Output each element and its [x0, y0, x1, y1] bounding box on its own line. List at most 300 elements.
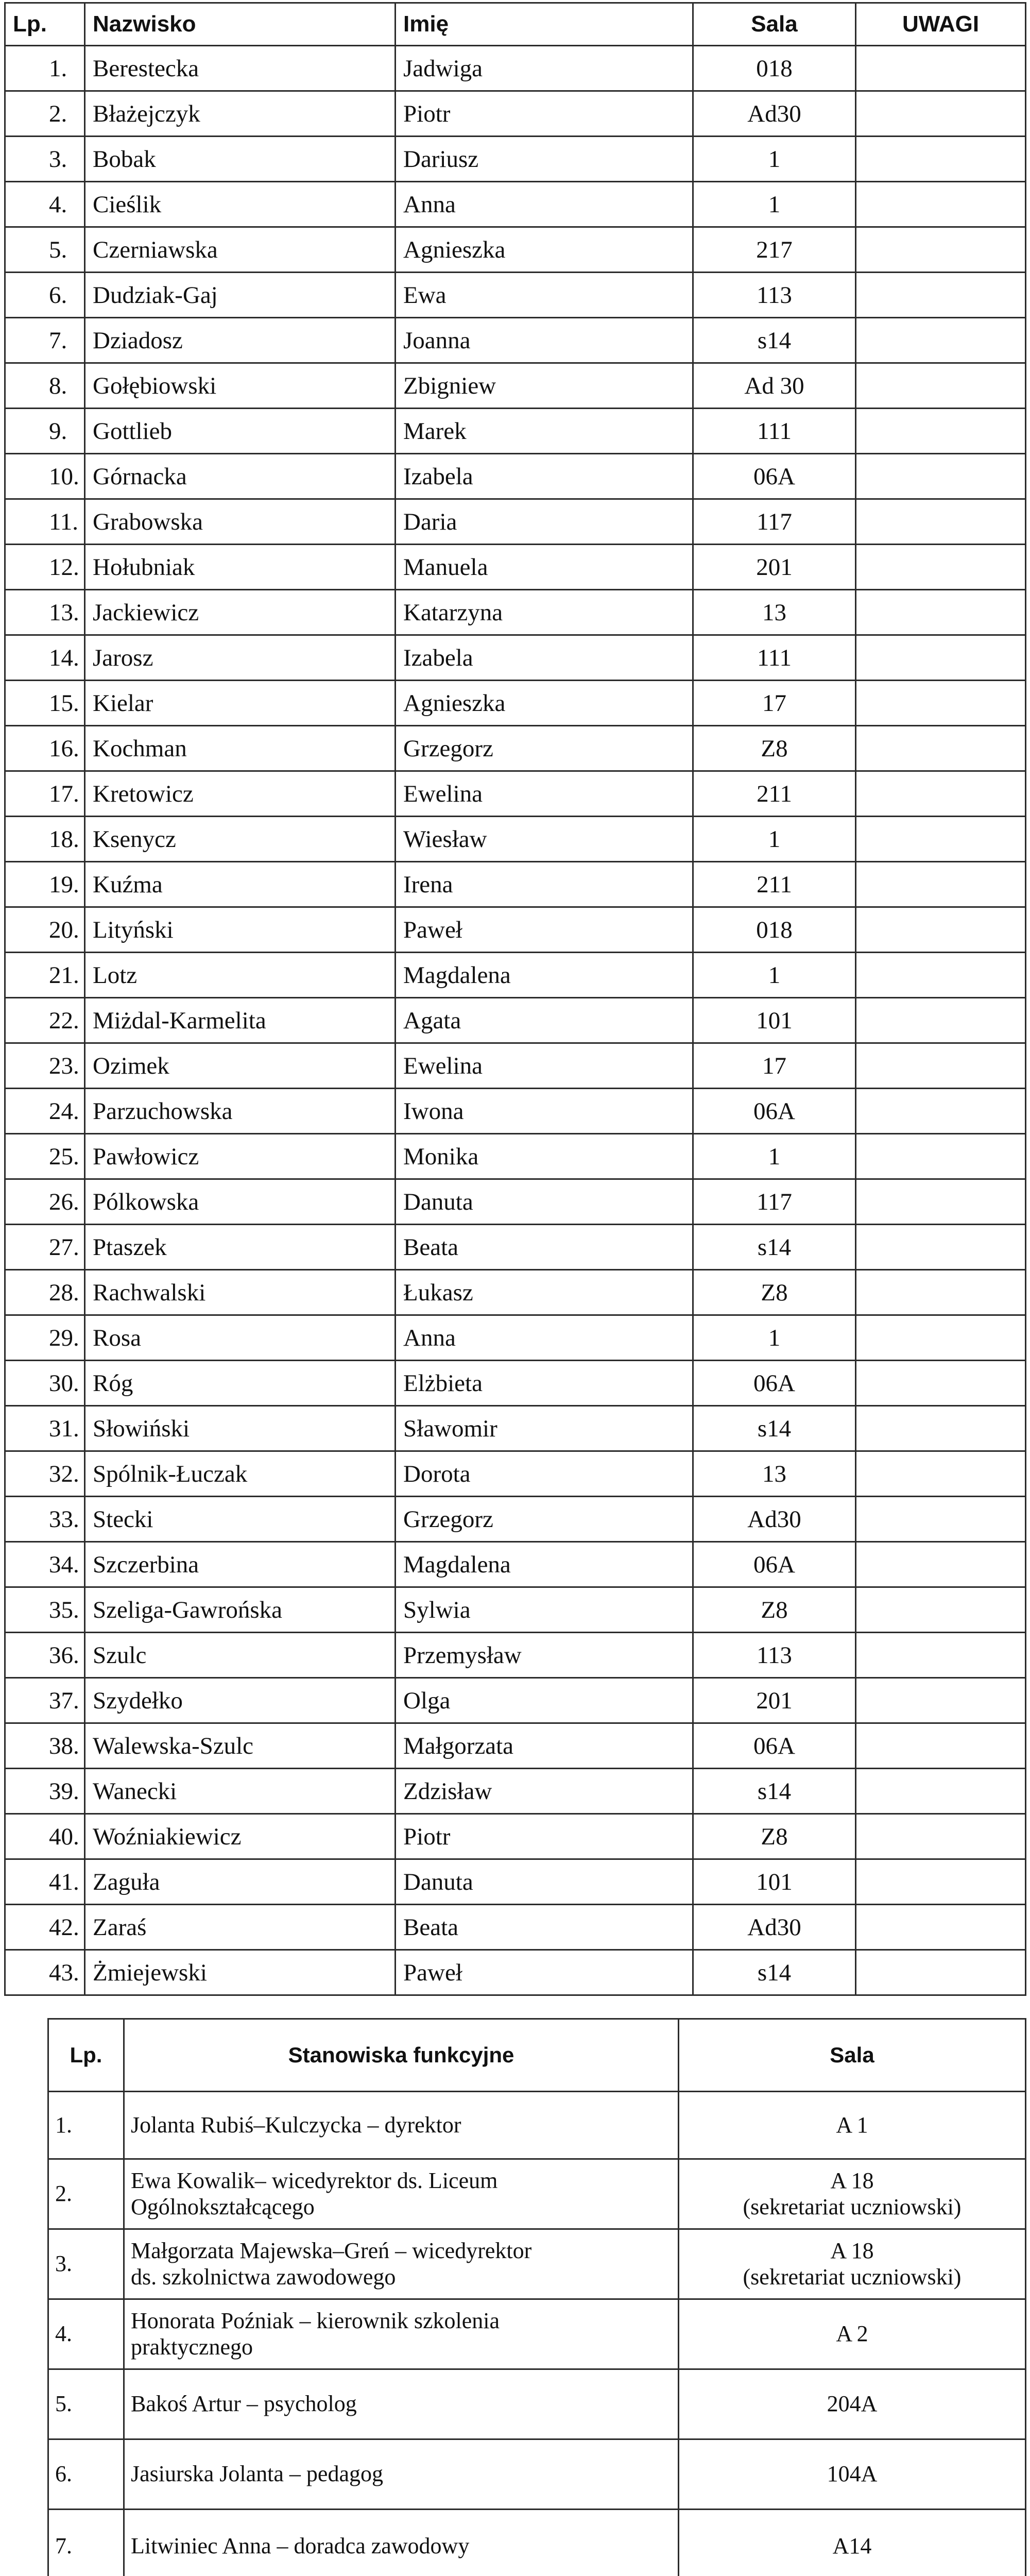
row-sala: [679, 2369, 1026, 2439]
row-uwagi: [856, 1043, 1026, 1089]
row-stanowisko: [124, 2092, 679, 2159]
row-sala: 111: [693, 409, 856, 454]
row-nazwisko: Grabowska: [85, 499, 396, 545]
stanowisko-line: praktycznego: [131, 2334, 678, 2361]
table-row: [5, 91, 1026, 137]
row-imie: Ewelina: [396, 771, 693, 817]
row-imie: Irena: [396, 862, 693, 907]
row-lp: 4.: [5, 182, 85, 227]
row-nazwisko: Szczerbina: [85, 1542, 396, 1587]
row-imie: Agnieszka: [396, 227, 693, 273]
row-lp: 36.: [5, 1633, 85, 1678]
row-sala: 018: [693, 907, 856, 953]
row-sala: 211: [693, 862, 856, 907]
row-lp: 2.: [48, 2159, 124, 2229]
table-row: [5, 1179, 1026, 1225]
stanowisko-line: Litwiniec Anna – doradca zawodowy: [131, 2533, 678, 2560]
row-uwagi: [856, 1451, 1026, 1497]
row-lp: 11.: [5, 499, 85, 545]
row-nazwisko: Wanecki: [85, 1769, 396, 1814]
header-imie: Imię: [396, 3, 693, 46]
row-lp: 25.: [5, 1134, 85, 1179]
row-uwagi: [856, 1361, 1026, 1406]
row-uwagi: [856, 1406, 1026, 1451]
row-uwagi: [856, 998, 1026, 1043]
row-uwagi: [856, 1769, 1026, 1814]
row-uwagi: [856, 1134, 1026, 1179]
row-sala: 117: [693, 1179, 856, 1225]
row-lp: 21.: [5, 953, 85, 998]
row-sala: 113: [693, 1633, 856, 1678]
row-sala: 06A: [693, 454, 856, 499]
row-nazwisko: Walewska-Szulc: [85, 1723, 396, 1769]
table-row: [5, 862, 1026, 907]
row-lp: 10.: [5, 454, 85, 499]
row-imie: Olga: [396, 1678, 693, 1723]
row-sala: 1: [693, 1134, 856, 1179]
row-sala: s14: [693, 1406, 856, 1451]
header-stanowiska: Stanowiska funkcyjne: [124, 2019, 679, 2092]
row-lp: 20.: [5, 907, 85, 953]
row-sala: Ad 30: [693, 363, 856, 409]
table-row: [5, 409, 1026, 454]
row-imie: Wiesław: [396, 817, 693, 862]
row-uwagi: [856, 1859, 1026, 1905]
row-nazwisko: Jackiewicz: [85, 590, 396, 635]
table-row: [5, 363, 1026, 409]
row-lp: 15.: [5, 681, 85, 726]
table-row: [5, 635, 1026, 681]
row-imie: Paweł: [396, 1950, 693, 1995]
row-uwagi: [856, 273, 1026, 318]
row-stanowisko: [124, 2369, 679, 2439]
row-sala: Z8: [693, 1814, 856, 1859]
row-nazwisko: Kochman: [85, 726, 396, 771]
row-nazwisko: Szeliga-Gawrońska: [85, 1587, 396, 1633]
row-sala: 1: [693, 953, 856, 998]
row-lp: 14.: [5, 635, 85, 681]
row-imie: Małgorzata: [396, 1723, 693, 1769]
row-nazwisko: Rachwalski: [85, 1270, 396, 1315]
table-row: [5, 137, 1026, 182]
row-uwagi: [856, 1905, 1026, 1950]
row-nazwisko: Lityński: [85, 907, 396, 953]
row-nazwisko: Szydełko: [85, 1678, 396, 1723]
row-imie: Dorota: [396, 1451, 693, 1497]
table-row: [48, 2439, 1026, 2510]
row-lp: 30.: [5, 1361, 85, 1406]
row-imie: Zbigniew: [396, 363, 693, 409]
row-sala: 217: [693, 227, 856, 273]
sala-line: A 2: [679, 2321, 1025, 2347]
row-nazwisko: Błażejczyk: [85, 91, 396, 137]
row-sala: s14: [693, 1950, 856, 1995]
row-nazwisko: Berestecka: [85, 46, 396, 91]
row-lp: 5.: [5, 227, 85, 273]
header-nazwisko: Nazwisko: [85, 3, 396, 46]
row-sala: Ad30: [693, 1905, 856, 1950]
row-sala: s14: [693, 1225, 856, 1270]
table-row: [5, 1361, 1026, 1406]
row-uwagi: [856, 454, 1026, 499]
row-imie: Izabela: [396, 635, 693, 681]
stanowisko-line: Ewa Kowalik– wicedyrektor ds. Liceum: [131, 2168, 678, 2194]
row-sala: 13: [693, 590, 856, 635]
row-sala: [679, 2439, 1026, 2510]
row-lp: 3.: [5, 137, 85, 182]
table-row: [48, 2229, 1026, 2299]
staff-table-header-row: [5, 3, 1026, 46]
stanowisko-line: Małgorzata Majewska–Greń – wicedyrektor: [131, 2238, 678, 2264]
table-row: [5, 817, 1026, 862]
table-row: [48, 2369, 1026, 2439]
row-sala: [679, 2092, 1026, 2159]
table-row: [48, 2510, 1026, 2576]
row-imie: Przemysław: [396, 1633, 693, 1678]
row-lp: 34.: [5, 1542, 85, 1587]
row-nazwisko: Rosa: [85, 1315, 396, 1361]
row-imie: Manuela: [396, 545, 693, 590]
sala-line: A 1: [679, 2112, 1025, 2139]
row-sala: Z8: [693, 1270, 856, 1315]
table-row: [5, 46, 1026, 91]
table-row: [5, 227, 1026, 273]
row-uwagi: [856, 1315, 1026, 1361]
row-lp: 43.: [5, 1950, 85, 1995]
row-sala: Z8: [693, 1587, 856, 1633]
functions-table: [47, 2018, 1026, 2576]
row-imie: Izabela: [396, 454, 693, 499]
row-uwagi: [856, 137, 1026, 182]
row-uwagi: [856, 318, 1026, 363]
table-row: [5, 1769, 1026, 1814]
table-row: [5, 953, 1026, 998]
row-imie: Marek: [396, 409, 693, 454]
table-row: [5, 273, 1026, 318]
row-lp: 24.: [5, 1089, 85, 1134]
row-nazwisko: Ksenycz: [85, 817, 396, 862]
table-row: [5, 1225, 1026, 1270]
table-row: [5, 1089, 1026, 1134]
row-uwagi: [856, 1814, 1026, 1859]
row-nazwisko: Miżdal-Karmelita: [85, 998, 396, 1043]
row-lp: 2.: [5, 91, 85, 137]
row-nazwisko: Gottlieb: [85, 409, 396, 454]
row-uwagi: [856, 681, 1026, 726]
table-row: [5, 907, 1026, 953]
row-uwagi: [856, 590, 1026, 635]
row-imie: Zdzisław: [396, 1769, 693, 1814]
row-sala: [679, 2510, 1026, 2576]
row-nazwisko: Pawłowicz: [85, 1134, 396, 1179]
row-lp: 18.: [5, 817, 85, 862]
row-uwagi: [856, 227, 1026, 273]
row-nazwisko: Gołębiowski: [85, 363, 396, 409]
row-lp: 22.: [5, 998, 85, 1043]
row-lp: 16.: [5, 726, 85, 771]
table-row: [5, 726, 1026, 771]
row-nazwisko: Ptaszek: [85, 1225, 396, 1270]
row-nazwisko: Parzuchowska: [85, 1089, 396, 1134]
row-uwagi: [856, 817, 1026, 862]
row-sala: 13: [693, 1451, 856, 1497]
table-row: [5, 1633, 1026, 1678]
row-imie: Elżbieta: [396, 1361, 693, 1406]
header-uwagi: UWAGI: [856, 3, 1026, 46]
row-nazwisko: Kretowicz: [85, 771, 396, 817]
table-row: [48, 2299, 1026, 2369]
row-lp: 29.: [5, 1315, 85, 1361]
row-lp: 4.: [48, 2299, 124, 2369]
row-uwagi: [856, 726, 1026, 771]
table-row: [5, 1406, 1026, 1451]
row-nazwisko: Spólnik-Łuczak: [85, 1451, 396, 1497]
sala-line: A 18: [679, 2168, 1025, 2194]
table-row: [5, 771, 1026, 817]
row-sala: 117: [693, 499, 856, 545]
row-nazwisko: Zaguła: [85, 1859, 396, 1905]
header-lp: Lp.: [48, 2019, 124, 2092]
row-nazwisko: Kielar: [85, 681, 396, 726]
table-row: [5, 182, 1026, 227]
row-nazwisko: Żmiejewski: [85, 1950, 396, 1995]
table-row: [5, 1315, 1026, 1361]
row-sala: 101: [693, 998, 856, 1043]
table-row: [5, 499, 1026, 545]
row-uwagi: [856, 363, 1026, 409]
row-imie: Paweł: [396, 907, 693, 953]
row-sala: s14: [693, 1769, 856, 1814]
table-row: [5, 454, 1026, 499]
row-sala: Ad30: [693, 1497, 856, 1542]
row-stanowisko: [124, 2229, 679, 2299]
row-lp: 9.: [5, 409, 85, 454]
row-lp: 17.: [5, 771, 85, 817]
row-nazwisko: Czerniawska: [85, 227, 396, 273]
row-imie: Piotr: [396, 1814, 693, 1859]
table-row: [5, 1859, 1026, 1905]
row-sala: 17: [693, 1043, 856, 1089]
row-lp: 6.: [5, 273, 85, 318]
row-lp: 40.: [5, 1814, 85, 1859]
row-lp: 5.: [48, 2369, 124, 2439]
row-uwagi: [856, 1723, 1026, 1769]
table-row: [5, 1497, 1026, 1542]
row-lp: 7.: [48, 2510, 124, 2576]
table-row: [5, 590, 1026, 635]
row-sala: s14: [693, 318, 856, 363]
table-row: [5, 1950, 1026, 1995]
row-sala: 1: [693, 1315, 856, 1361]
row-imie: Daria: [396, 499, 693, 545]
table-row: [5, 998, 1026, 1043]
row-sala: 17: [693, 681, 856, 726]
row-sala: 06A: [693, 1089, 856, 1134]
row-lp: 7.: [5, 318, 85, 363]
row-imie: Anna: [396, 182, 693, 227]
table-row: [5, 1678, 1026, 1723]
stanowisko-line: Bakoś Artur – psycholog: [131, 2391, 678, 2417]
row-stanowisko: [124, 2439, 679, 2510]
row-uwagi: [856, 91, 1026, 137]
row-nazwisko: Cieślik: [85, 182, 396, 227]
row-nazwisko: Bobak: [85, 137, 396, 182]
row-imie: Magdalena: [396, 953, 693, 998]
row-lp: 12.: [5, 545, 85, 590]
row-uwagi: [856, 1633, 1026, 1678]
row-sala: [679, 2299, 1026, 2369]
row-imie: Sławomir: [396, 1406, 693, 1451]
row-lp: 27.: [5, 1225, 85, 1270]
row-sala: 201: [693, 1678, 856, 1723]
row-imie: Łukasz: [396, 1270, 693, 1315]
row-nazwisko: Jarosz: [85, 635, 396, 681]
row-sala: 06A: [693, 1723, 856, 1769]
row-sala: [679, 2229, 1026, 2299]
row-imie: Ewelina: [396, 1043, 693, 1089]
row-uwagi: [856, 1225, 1026, 1270]
row-sala: [679, 2159, 1026, 2229]
row-lp: 41.: [5, 1859, 85, 1905]
row-lp: 35.: [5, 1587, 85, 1633]
row-imie: Jadwiga: [396, 46, 693, 91]
row-nazwisko: Dudziak-Gaj: [85, 273, 396, 318]
row-lp: 32.: [5, 1451, 85, 1497]
row-nazwisko: Pólkowska: [85, 1179, 396, 1225]
row-sala: 1: [693, 137, 856, 182]
header-sala: Sala: [693, 3, 856, 46]
row-sala: 101: [693, 1859, 856, 1905]
row-sala: 111: [693, 635, 856, 681]
row-imie: Beata: [396, 1225, 693, 1270]
sala-line: A14: [679, 2533, 1025, 2560]
row-uwagi: [856, 1542, 1026, 1587]
row-imie: Sylwia: [396, 1587, 693, 1633]
table-row: [5, 1587, 1026, 1633]
row-imie: Dariusz: [396, 137, 693, 182]
stanowisko-line: Jolanta Rubiś–Kulczycka – dyrektor: [131, 2112, 678, 2139]
row-nazwisko: Stecki: [85, 1497, 396, 1542]
row-lp: 31.: [5, 1406, 85, 1451]
staff-room-table: [4, 2, 1026, 1996]
sala-line: (sekretariat uczniowski): [679, 2264, 1025, 2291]
row-nazwisko: Hołubniak: [85, 545, 396, 590]
row-imie: Piotr: [396, 91, 693, 137]
table-row: [5, 1043, 1026, 1089]
row-uwagi: [856, 1587, 1026, 1633]
row-imie: Beata: [396, 1905, 693, 1950]
table-row: [5, 1542, 1026, 1587]
row-sala: 1: [693, 817, 856, 862]
table-row: [5, 1905, 1026, 1950]
row-sala: Z8: [693, 726, 856, 771]
row-lp: 19.: [5, 862, 85, 907]
row-uwagi: [856, 771, 1026, 817]
row-lp: 1.: [48, 2092, 124, 2159]
row-uwagi: [856, 953, 1026, 998]
row-stanowisko: [124, 2299, 679, 2369]
row-uwagi: [856, 1678, 1026, 1723]
row-nazwisko: Zaraś: [85, 1905, 396, 1950]
stanowisko-line: Honorata Poźniak – kierownik szkolenia: [131, 2308, 678, 2334]
row-uwagi: [856, 1950, 1026, 1995]
row-imie: Ewa: [396, 273, 693, 318]
row-lp: 23.: [5, 1043, 85, 1089]
row-imie: Agata: [396, 998, 693, 1043]
row-imie: Monika: [396, 1134, 693, 1179]
row-uwagi: [856, 1497, 1026, 1542]
row-sala: 06A: [693, 1542, 856, 1587]
row-imie: Grzegorz: [396, 726, 693, 771]
row-nazwisko: Róg: [85, 1361, 396, 1406]
stanowisko-line: ds. szkolnictwa zawodowego: [131, 2264, 678, 2291]
table-row: [5, 318, 1026, 363]
sala-line: 204A: [679, 2391, 1025, 2417]
row-nazwisko: Kuźma: [85, 862, 396, 907]
row-lp: 8.: [5, 363, 85, 409]
row-uwagi: [856, 1179, 1026, 1225]
stanowisko-line: Ogólnokształcącego: [131, 2194, 678, 2221]
row-lp: 39.: [5, 1769, 85, 1814]
row-lp: 42.: [5, 1905, 85, 1950]
sala-line: A 18: [679, 2238, 1025, 2264]
row-imie: Magdalena: [396, 1542, 693, 1587]
table-row: [5, 1270, 1026, 1315]
row-lp: 13.: [5, 590, 85, 635]
row-nazwisko: Lotz: [85, 953, 396, 998]
row-uwagi: [856, 635, 1026, 681]
row-imie: Katarzyna: [396, 590, 693, 635]
row-lp: 6.: [48, 2439, 124, 2510]
row-uwagi: [856, 182, 1026, 227]
row-imie: Danuta: [396, 1179, 693, 1225]
table-row: [5, 681, 1026, 726]
row-sala: 06A: [693, 1361, 856, 1406]
row-lp: 26.: [5, 1179, 85, 1225]
row-lp: 33.: [5, 1497, 85, 1542]
header-sala: Sala: [679, 2019, 1026, 2092]
row-sala: 113: [693, 273, 856, 318]
table-row: [5, 545, 1026, 590]
row-sala: 201: [693, 545, 856, 590]
row-nazwisko: Woźniakiewicz: [85, 1814, 396, 1859]
row-nazwisko: Szulc: [85, 1633, 396, 1678]
row-nazwisko: Górnacka: [85, 454, 396, 499]
table-row: [5, 1451, 1026, 1497]
row-nazwisko: Ozimek: [85, 1043, 396, 1089]
row-imie: Joanna: [396, 318, 693, 363]
functions-table-header-row: [48, 2019, 1026, 2092]
row-lp: 3.: [48, 2229, 124, 2299]
table-row: [5, 1723, 1026, 1769]
row-uwagi: [856, 46, 1026, 91]
row-imie: Iwona: [396, 1089, 693, 1134]
table-row: [48, 2159, 1026, 2229]
row-uwagi: [856, 907, 1026, 953]
row-imie: Grzegorz: [396, 1497, 693, 1542]
row-uwagi: [856, 409, 1026, 454]
row-imie: Anna: [396, 1315, 693, 1361]
row-sala: 1: [693, 182, 856, 227]
sala-line: (sekretariat uczniowski): [679, 2194, 1025, 2221]
row-stanowisko: [124, 2159, 679, 2229]
row-uwagi: [856, 862, 1026, 907]
table-row: [5, 1134, 1026, 1179]
row-sala: 211: [693, 771, 856, 817]
row-uwagi: [856, 1089, 1026, 1134]
row-nazwisko: Słowiński: [85, 1406, 396, 1451]
row-uwagi: [856, 1270, 1026, 1315]
